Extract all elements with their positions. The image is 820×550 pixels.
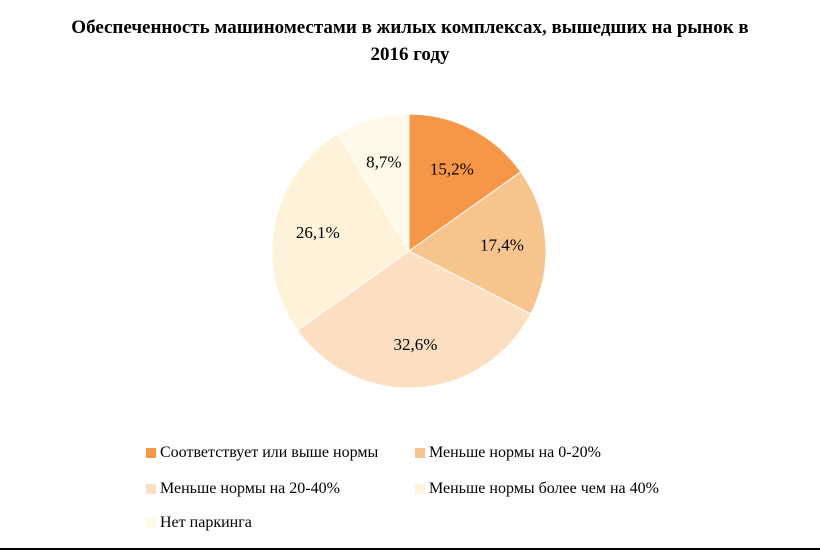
legend-swatch-2 <box>415 448 425 458</box>
chart-title: Обеспеченность машиноместами в жилых комплексах, вышедших на рынок в 2016 году <box>71 17 749 65</box>
legend-swatch-4 <box>415 484 425 494</box>
pie-data-label-1: 15,2% <box>429 159 474 179</box>
legend-item-1 <box>146 443 378 463</box>
legend-label-3: Меньше нормы на 20-40% <box>160 480 340 497</box>
legend-item-5 <box>146 513 252 533</box>
pie-data-label-4: 26,1% <box>295 223 340 243</box>
legend-item-2 <box>415 443 601 463</box>
pie-data-label-3: 32,6% <box>393 334 438 354</box>
legend-label-2: Меньше нормы на 0-20% <box>429 444 601 461</box>
legend-swatch-3 <box>146 484 156 494</box>
legend-label-5: Нет паркинга <box>160 514 252 531</box>
legend-label-4: Меньше нормы более чем на 40% <box>429 480 659 497</box>
pie-data-label-5: 8,7% <box>366 152 402 172</box>
legend-item-4 <box>415 479 659 499</box>
legend-swatch-5 <box>146 518 156 528</box>
legend-item-3 <box>146 479 340 499</box>
pie-data-label-2: 17,4% <box>479 235 524 255</box>
legend-label-1: Соответствует или выше нормы <box>160 444 379 461</box>
legend-swatch-1 <box>146 448 156 458</box>
